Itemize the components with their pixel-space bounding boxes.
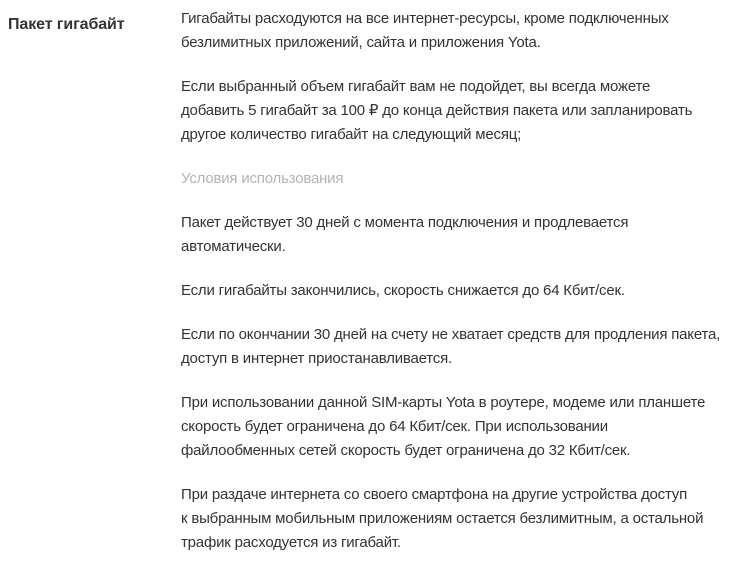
text-line: Если выбранный объем гигабайт вам не подойдет, вы всегда можете xyxy=(181,78,651,95)
text-line: трафик расходуется из гигабайт. xyxy=(181,534,401,551)
text-line: Пакет действует 30 дней с момента подключения и продлевается xyxy=(181,214,629,231)
text-line: доступ в интернет приостанавливается. xyxy=(181,350,452,367)
text-line: автоматически. xyxy=(181,238,286,255)
paragraph xyxy=(181,279,744,303)
paragraph xyxy=(181,391,744,463)
paragraph xyxy=(181,211,744,259)
text-line: безлимитных приложений, сайта и приложения Yota. xyxy=(181,34,541,51)
definition-content xyxy=(181,0,744,575)
paragraph xyxy=(181,75,744,147)
text-line: другое количество гигабайт на следующий месяц; xyxy=(181,126,522,143)
text-line: Если гигабайты закончились, скорость снижается до 64 Кбит/сек. xyxy=(181,282,625,299)
text-line: Если по окончании 30 дней на счету не хватает средств для продления пакета, xyxy=(181,326,721,343)
text-line: При раздаче интернета со своего смартфона на другие устройства доступ xyxy=(181,486,688,503)
paragraph xyxy=(181,7,744,55)
text-line: При использовании данной SIM-карты Yota в роутере, модеме или планшете xyxy=(181,394,706,411)
muted-subheading xyxy=(181,167,744,191)
text-line: Условия использования xyxy=(181,170,344,187)
text-line: добавить 5 гигабайт за 100 ₽ до конца действия пакета или запланировать xyxy=(181,102,693,119)
term-column xyxy=(0,0,181,35)
paragraph xyxy=(181,483,744,555)
paragraph xyxy=(181,323,744,371)
text-line: Гигабайты расходуются на все интернет-ресурсы, кроме подключенных xyxy=(181,10,669,27)
text-line: скорость будет ограничена до 64 Кбит/сек. При использовании xyxy=(181,418,608,435)
text-line: к выбранным мобильным приложениям остается безлимитным, а остальной xyxy=(181,510,704,527)
term-label: Пакет гигабайт xyxy=(8,16,125,33)
text-line: файлообменных сетей скорость будет ограничена до 32 Кбит/сек. xyxy=(181,442,631,459)
